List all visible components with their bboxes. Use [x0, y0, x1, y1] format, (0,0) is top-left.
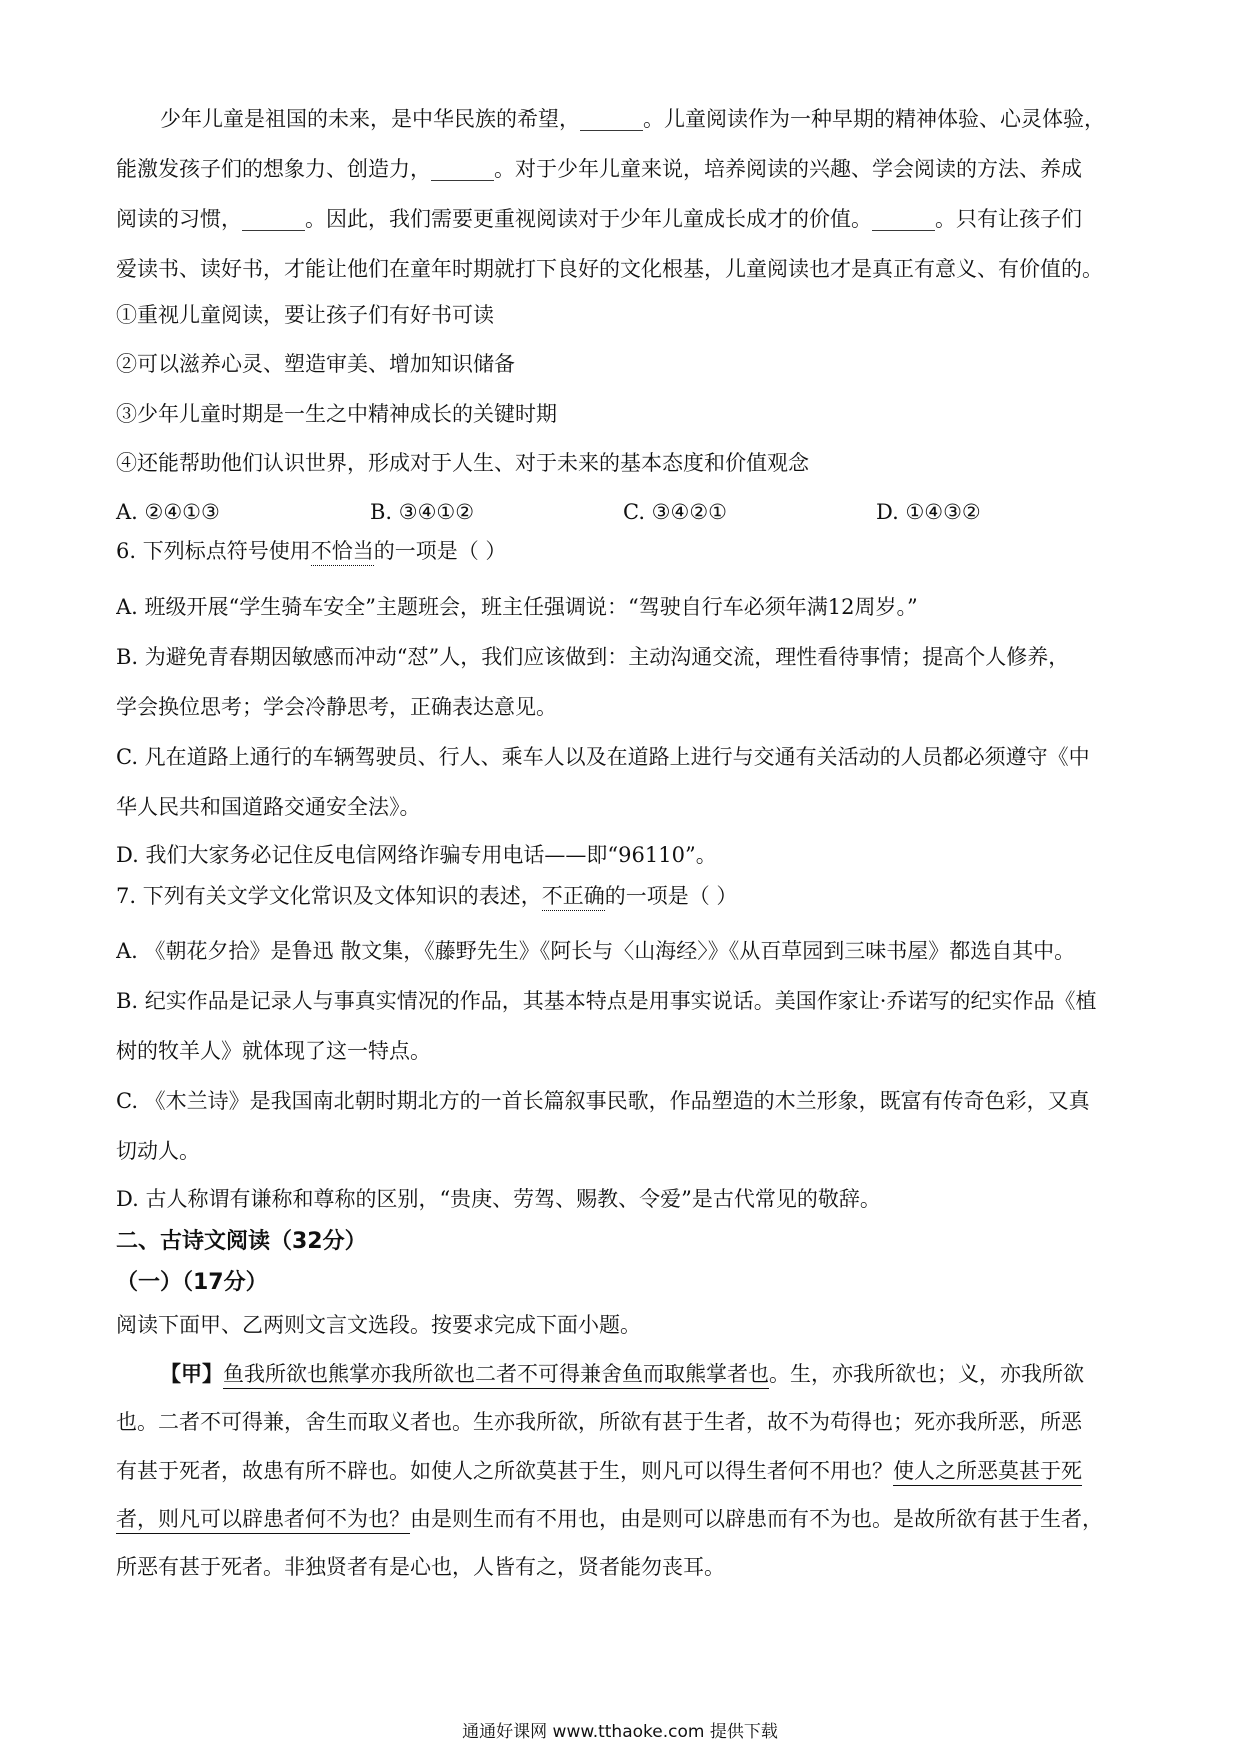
question-7-stem-post: 的一项是（ ） [604, 884, 738, 908]
question-7-option-a[interactable]: A. 《朝花夕拾》是鲁迅 散文集，《藤野先生》《阿长与〈山海经〉》《从百草园到三味书屋》都选自其中。 [116, 939, 1076, 963]
option-c[interactable]: C. ③④②① [623, 500, 727, 524]
reading-instruction: 阅读下面甲、乙两则文言文选段。按要求完成下面小题。 [116, 1313, 641, 1337]
sentence-item-1: ①重视儿童阅读，要让孩子们有好书可读 [116, 303, 494, 327]
section-heading: 二、古诗文阅读（32分） [116, 1229, 367, 1254]
classical-line4-post: 由是则生而有不用也，由是则可以辟患而有不为也。是故所欲有甚于生者， [410, 1507, 1103, 1531]
classical-text-line-4 [116, 1504, 1136, 1534]
jia-line1-rest: 。生，亦我所欲也；义，亦我所欲 [769, 1362, 1084, 1386]
option-b[interactable]: B. ③④①② [370, 500, 475, 524]
question-6-stem-pre: 6. 下列标点符号使用 [116, 539, 311, 563]
subsection-heading: （一）（17分） [116, 1270, 268, 1295]
question-6-option-c[interactable]: C. 凡在道路上通行的车辆驾驶员、行人、乘车人以及在道路上进行与交通有关活动的人员都必须遵守《中 [116, 745, 1090, 769]
passage-line-4: 爱读书、读好书，才能让他们在童年时期就打下良好的文化根基，儿童阅读也才是真正有意义、有价值的。 [116, 257, 1103, 281]
passage-line-3: 阅读的习惯，______。因此，我们需要更重视阅读对于少年儿童成长成才的价值。______。只有让孩子们 [116, 207, 1082, 231]
question-7-option-b[interactable]: B. 纪实作品是记录人与事真实情况的作品，其基本特点是用事实说话。美国作家让·乔诺写的纪实作品《植 [116, 989, 1097, 1013]
sentence-item-3: ③少年儿童时期是一生之中精神成长的关键时期 [116, 402, 557, 426]
option-d[interactable]: D. ①④③② [876, 500, 981, 524]
jia-label: 【甲】 [160, 1361, 223, 1386]
question-6-stem-post: 的一项是（ ） [373, 539, 507, 563]
footer-watermark: 通通好课网 www.tthaoke.com 提供下载 [462, 1722, 778, 1742]
classical-line3-underlined: 使人之所恶莫甚于死 [893, 1459, 1082, 1486]
passage-line-2: 能激发孩子们的想象力、创造力，______。对于少年儿童来说，培养阅读的兴趣、学会阅读的方法、养成 [116, 157, 1082, 181]
question-6-emphasis: 不恰当 [311, 539, 374, 566]
classical-text-line-3 [116, 1456, 1136, 1486]
classical-line3-pre: 有甚于死者，故患有所不辟也。如使人之所欲莫甚于生，则凡可以得生者何不用也？ [116, 1459, 893, 1483]
question-7-option-c[interactable]: C. 《木兰诗》是我国南北朝时期北方的一首长篇叙事民歌，作品塑造的木兰形象，既富有传奇色彩，又真 [116, 1089, 1090, 1113]
sentence-item-4: ④还能帮助他们认识世界，形成对于人生、对于未来的基本态度和价值观念 [116, 451, 809, 475]
question-7-option-c-cont: 切动人。 [116, 1139, 200, 1163]
question-6-option-d[interactable]: D. 我们大家务必记住反电信网络诈骗专用电话——即“96110”。 [116, 843, 717, 867]
classical-text-line-2: 也。二者不可得兼，舍生而取义者也。生亦我所欲，所欲有甚于生者，故不为苟得也；死亦我所恶，所恶 [116, 1410, 1082, 1434]
question-6-option-c-cont: 华人民共和国道路交通安全法》。 [116, 795, 421, 819]
question-6-option-b-cont: 学会换位思考；学会冷静思考，正确表达意见。 [116, 695, 557, 719]
question-6-stem [116, 536, 1136, 566]
question-7-emphasis: 不正确 [542, 884, 605, 911]
question-6-option-b[interactable]: B. 为避免青春期因敏感而冲动“怼”人，我们应该做到：主动沟通交流，理性看待事情；提高个人修养， [116, 645, 1070, 669]
question-7-stem [116, 881, 1136, 911]
question-7-option-d[interactable]: D. 古人称谓有谦称和尊称的区别，“贵庚、劳驾、赐教、令爱”是古代常见的敬辞。 [116, 1187, 881, 1211]
sentence-item-2: ②可以滋养心灵、塑造审美、增加知识储备 [116, 352, 515, 376]
question-6-option-a[interactable]: A. 班级开展“学生骑车安全”主题班会，班主任强调说：“驾驶自行车必须年满12周岁。” [116, 595, 918, 619]
option-a[interactable]: A. ②④①③ [116, 500, 220, 524]
question-7-stem-pre: 7. 下列有关文学文化常识及文体知识的表述， [116, 884, 542, 908]
question-7-option-b-cont: 树的牧羊人》就体现了这一特点。 [116, 1039, 431, 1063]
jia-underlined-sentence: 鱼我所欲也熊掌亦我所欲也二者不可得兼舍鱼而取熊掌者也 [223, 1362, 769, 1389]
classical-line4-underlined: 者，则凡可以辟患者何不为也？ [116, 1507, 410, 1534]
passage-line-1: 少年儿童是祖国的未来，是中华民族的希望，______。儿童阅读作为一种早期的精神体验、心灵体验， [160, 107, 1105, 131]
classical-text-line-1 [160, 1359, 1136, 1389]
classical-text-line-5: 所恶有甚于死者。非独贤者有是心也，人皆有之，贤者能勿丧耳。 [116, 1555, 725, 1579]
